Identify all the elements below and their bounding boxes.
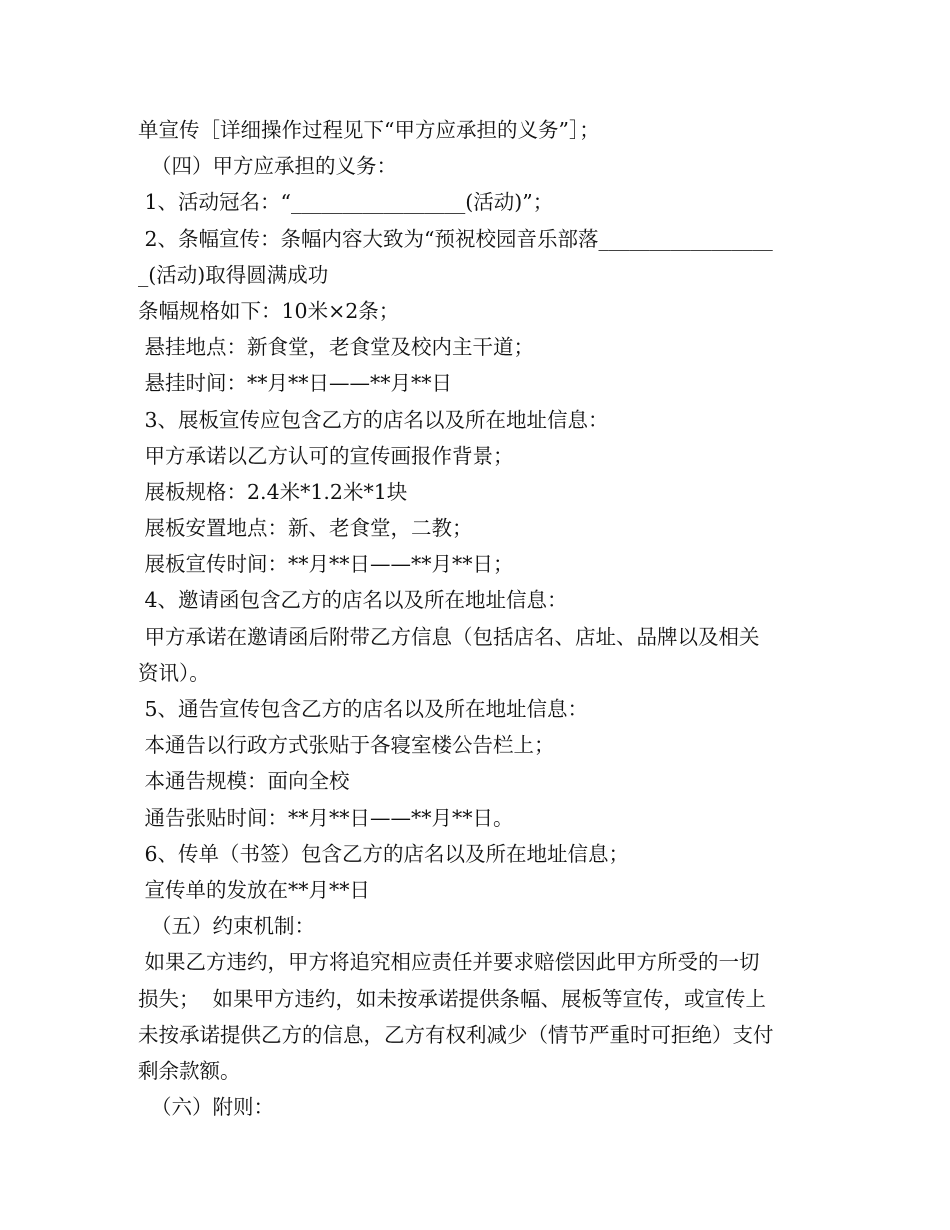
text-line-17: 5、通告宣传包含乙方的店名以及所在地址信息： xyxy=(138,697,589,721)
text-line-26: 未按承诺提供乙方的信息，乙方有权利减少（情节严重时可拒绝）支付 xyxy=(138,1022,774,1047)
text-line-16: 资讯）。 xyxy=(138,660,210,685)
text-line-27: 剩余款额。 xyxy=(138,1058,241,1083)
text-line-3: 1、活动冠名：“_________________(活动)”； xyxy=(138,190,554,215)
text-line-20: 通告张贴时间：**月**日——**月**日。 xyxy=(138,805,514,830)
section-heading-5: （五）约束机制： xyxy=(138,914,316,939)
text-line-25: 损失； 如果甲方违约，如未按承诺提供条幅、展板等宣传，或宣传上 xyxy=(138,986,767,1011)
document-body xyxy=(138,112,818,1125)
text-line-6: 条幅规格如下：10米×2条； xyxy=(138,298,400,323)
text-line-19: 本通告规模：面向全校 xyxy=(138,769,350,794)
text-line-22: 宣传单的发放在**月**日 xyxy=(138,877,371,902)
text-line-21: 6、传单（书签）包含乙方的店名以及所在地址信息； xyxy=(138,841,630,866)
text-line-18: 本通告以行政方式张贴于各寝室楼公告栏上； xyxy=(138,733,555,758)
text-line-11: 展板规格：2.4米*1.2米*1块 xyxy=(138,479,408,504)
text-line-4: 2、条幅宣传：条幅内容大致为“预祝校园音乐部落_________________ xyxy=(138,226,773,251)
text-line-7: 悬挂地点：新食堂，老食堂及校内主干道； xyxy=(138,335,535,360)
text-line-14: 4、邀请函包含乙方的店名以及所在地址信息： xyxy=(138,588,568,613)
text-line-5: _(活动)取得圆满成功 xyxy=(138,262,329,287)
section-heading-4: （四）甲方应承担的义务： xyxy=(138,154,398,179)
text-line-8: 悬挂时间：**月**日——**月**日 xyxy=(138,371,453,396)
text-line-9: 3、展板宣传应包含乙方的店名以及所在地址信息： xyxy=(138,407,609,432)
text-line-10: 甲方承诺以乙方认可的宣传画报作背景； xyxy=(138,443,514,468)
text-line-24: 如果乙方违约，甲方将追究相应责任并要求赔偿因此甲方所受的一切 xyxy=(138,950,760,975)
section-heading-6: （六）附则： xyxy=(138,1095,275,1120)
text-line-15: 甲方承诺在邀请函后附带乙方信息（包括店名、店址、品牌以及相关 xyxy=(138,624,760,649)
text-line-1: 单宣传［详细操作过程见下“甲方应承担的义务”］； xyxy=(138,118,600,142)
text-line-13: 展板宣传时间：**月**日——**月**日； xyxy=(138,552,514,577)
text-line-12: 展板安置地点：新、老食堂，二教； xyxy=(138,516,473,541)
